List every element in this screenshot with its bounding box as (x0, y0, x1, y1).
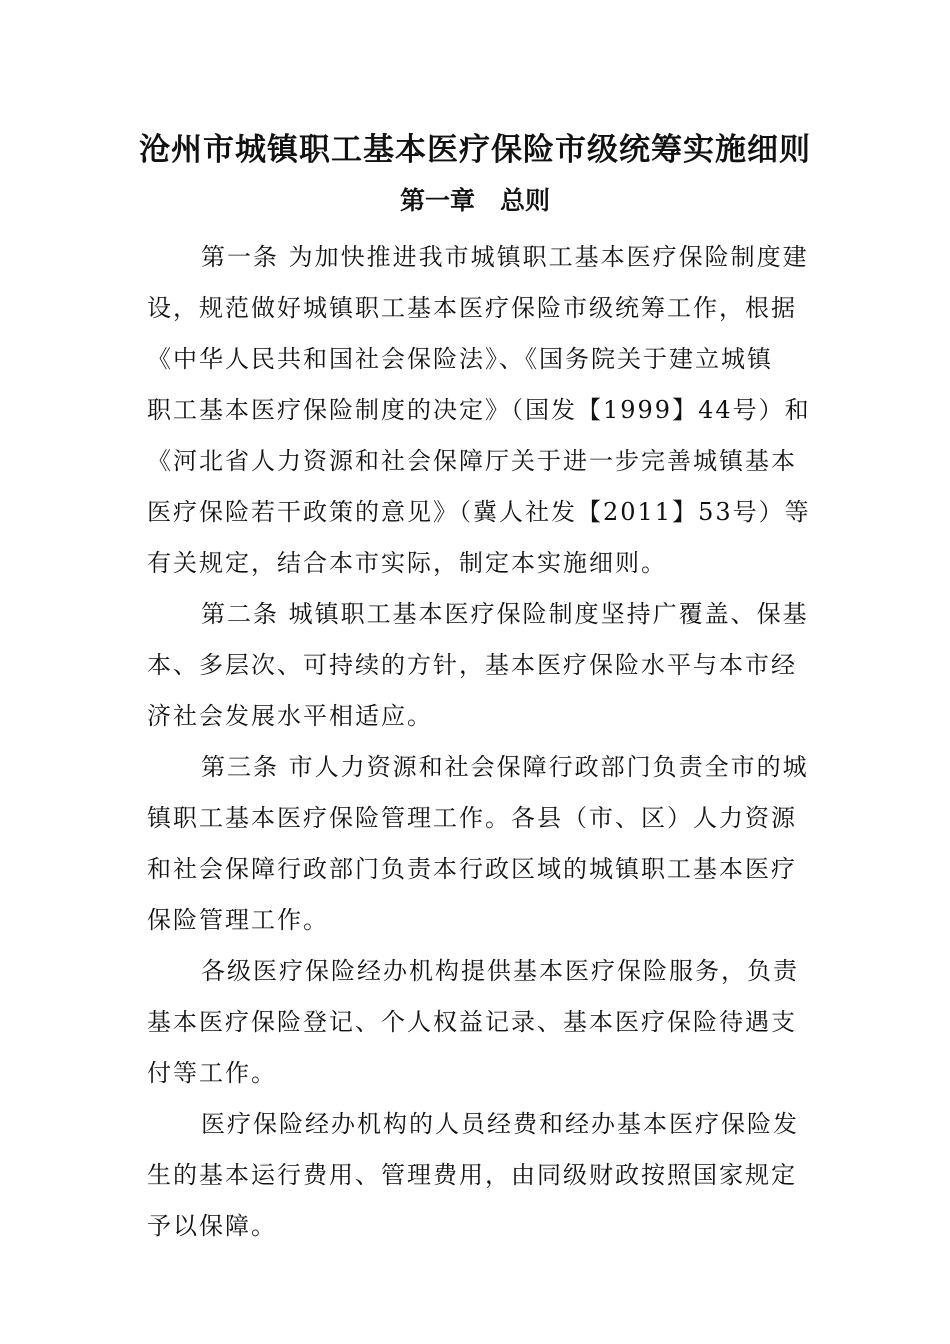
paragraph-line: 本、多层次、可持续的方针，基本医疗保险水平与本市经 (147, 651, 797, 679)
paragraph-line: 第二条 城镇职工基本医疗保险制度坚持广覆盖、保基 (201, 600, 809, 628)
paragraph-line: 设，规范做好城镇职工基本医疗保险市级统筹工作，根据 (147, 294, 797, 322)
paragraph-line: 各级医疗保险经办机构提供基本医疗保险服务，负责 (201, 957, 799, 985)
agency-duties-paragraph (147, 946, 807, 1099)
article-3-paragraph (147, 742, 807, 946)
paragraph-line: 职工基本医疗保险制度的决定》（国发【1999】44号）和 (147, 396, 811, 424)
paragraph-line: 镇职工基本医疗保险管理工作。各县（市、区）人力资源 (147, 804, 797, 832)
document-body (147, 232, 811, 1252)
paragraph-line: 予以保障。 (147, 1212, 277, 1240)
paragraph-line: 第一条 为加快推进我市城镇职工基本医疗保险制度建 (201, 243, 809, 271)
paragraph-line: 第三条 市人力资源和社会保障行政部门负责全市的城 (201, 753, 809, 781)
paragraph-line: 生的基本运行费用、管理费用，由同级财政按照国家规定 (147, 1161, 797, 1189)
article-2-paragraph (147, 589, 807, 742)
paragraph-line: 《中华人民共和国社会保险法》、《国务院关于建立城镇 (147, 345, 773, 373)
paragraph-line: 和社会保障行政部门负责本行政区域的城镇职工基本医疗 (147, 855, 797, 883)
paragraph-line: 付等工作。 (147, 1059, 277, 1087)
chapter-heading: 第一章 总则 (399, 186, 550, 215)
paragraph-line: 医疗保险经办机构的人员经费和经办基本医疗保险发 (201, 1110, 799, 1138)
document-title: 沧州市城镇职工基本医疗保险市级统筹实施细则 (139, 132, 811, 168)
paragraph-line: 有关规定，结合本市实际，制定本实施细则。 (147, 549, 667, 577)
paragraph-line: 医疗保险若干政策的意见》（冀人社发【2011】53号）等 (147, 498, 811, 526)
paragraph-line: 济社会发展水平相适应。 (147, 702, 433, 730)
paragraph-line: 保险管理工作。 (147, 906, 329, 934)
agency-funding-paragraph (147, 1099, 807, 1252)
paragraph-line: 《河北省人力资源和社会保障厅关于进一步完善城镇基本 (147, 447, 797, 475)
article-1-paragraph (147, 232, 811, 589)
paragraph-line: 基本医疗保险登记、个人权益记录、基本医疗保险待遇支 (147, 1008, 797, 1036)
